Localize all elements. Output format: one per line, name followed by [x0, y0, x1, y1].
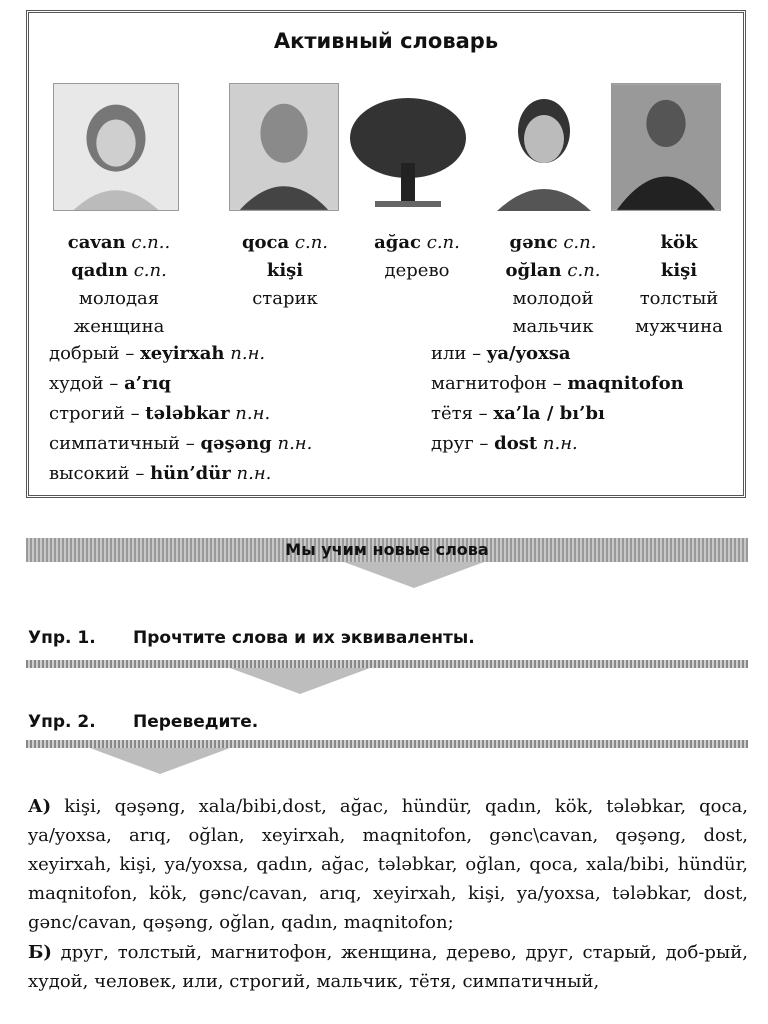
vocab-list-left: [49, 339, 312, 489]
tree-photo: [345, 83, 471, 211]
young-man-photo: [489, 83, 599, 211]
vocab-row: симпатичный – qəşəng п.н.: [49, 433, 313, 454]
vocab-row: добрый – xeyirxah п.н.: [49, 343, 266, 364]
part-a-label: А): [28, 796, 52, 817]
dictionary-title: Активный словарь: [273, 29, 499, 53]
banner-arrow-icon: [344, 562, 484, 588]
exercise-number: Упр. 2.: [28, 712, 96, 732]
word-column-2: qoca с.п. kişi старик: [241, 232, 329, 309]
divider-arrow-icon: [230, 668, 370, 694]
vocab-list-right: [431, 339, 684, 459]
section-banner-title: Мы учим новые слова: [285, 540, 489, 559]
exercise-2-heading: [28, 712, 258, 732]
exercise-instruction: Переведите.: [133, 712, 259, 732]
exercise-instruction: Прочтите слова и их эквиваленты.: [133, 628, 475, 648]
word-column-5: kök kişi толстый мужчина: [635, 232, 723, 337]
exercise-divider: [26, 740, 748, 748]
young-woman-photo: [53, 83, 179, 211]
vocab-row: магнитофон – maqnitofon: [431, 373, 684, 394]
word-column-1: cavan с.п.. qadın с.п. молодая женщина: [67, 232, 171, 337]
vocab-row: или – ya/yoxsa: [431, 343, 571, 364]
exercise-1-heading: [28, 628, 475, 648]
exercise-number: Упр. 1.: [28, 628, 96, 648]
vocab-row: друг – dost п.н.: [431, 433, 578, 454]
exercise-divider: [26, 660, 748, 668]
section-banner: [26, 538, 748, 562]
vocab-row: тётя – xa’la / bı’bı: [431, 403, 605, 424]
vocab-row: высокий – hün’dür п.н.: [49, 463, 272, 484]
word-column-4: gənc с.п. oğlan с.п. молодой мальчик: [505, 232, 601, 337]
word-column-3: ağac с.п. дерево: [374, 232, 460, 281]
part-a-paragraph: [28, 792, 748, 937]
old-man-photo: [229, 83, 339, 211]
part-b-text: друг, толстый, магнитофон, женщина, дерево, друг, старый, доб-рый, худой, человек, или, строгий, мальчик, тётя, симпатичный,: [28, 942, 748, 992]
active-dictionary-box: [26, 10, 746, 498]
vocab-row: худой – a’rıq: [49, 373, 171, 394]
divider-arrow-icon: [90, 748, 230, 774]
part-b-label: Б): [28, 942, 52, 963]
vocab-row: строгий – tələbkar п.н.: [49, 403, 271, 424]
fat-man-photo: [611, 83, 721, 211]
part-a-text: kişi, qəşəng, xala/bibi,dost, ağac, hündür, qadın, kök, tələbkar, qoca, ya/yoxsa, arıq, oğlan, xeyirxah, maqnitofon, gənc\cavan, qəşəng, dost, xeyirxah, kişi, ya/yoxsa, qadın, ağac, tələbkar, oğlan, qoca, xala/bibi, hündür, maqnitofon, kök, gənc/cavan, arıq, xeyirxah, kişi, ya/yoxsa, tələbkar, dost, gənc/cavan, qəşəng, oğlan, qadın, maqnitofon;: [28, 796, 748, 933]
part-b-paragraph: [28, 938, 748, 996]
